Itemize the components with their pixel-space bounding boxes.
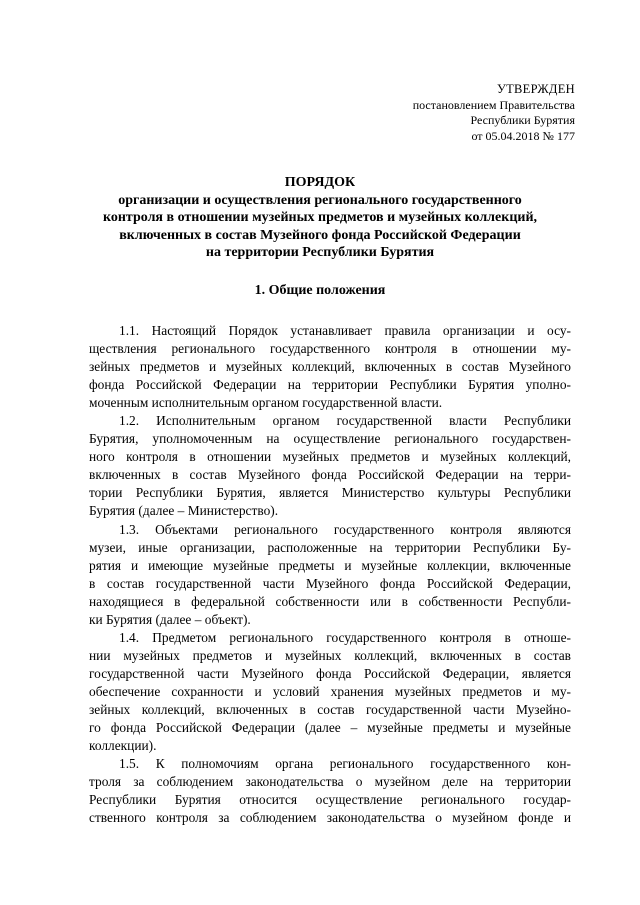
paragraph-line: Республики Бурятия относится осуществление регионального государ- — [89, 792, 571, 808]
paragraph-line: моченным исполнительным органом государственной власти. — [89, 395, 443, 411]
paragraph-line: 1.2. Исполнительным органом государственной власти Республики — [119, 413, 571, 429]
document-title-line: на территории Республики Бурятия — [205, 245, 435, 260]
paragraph-line: 1.4. Предметом регионального государственного контроля в отноше- — [119, 629, 571, 645]
paragraph-line: ственного контроля за соблюдением законодательства о музейном фонде и — [89, 810, 571, 826]
paragraph-line: коллекции). — [89, 738, 157, 754]
paragraph-line: тории Республики Бурятия, является Министерство культуры Республики — [89, 485, 571, 501]
paragraph-line: включенных в состав Музейного фонда Российской Федерации на терри- — [89, 467, 571, 483]
document-title-heading: ПОРЯДОК — [284, 175, 356, 190]
paragraph-line: находящиеся в федеральной собственности или в собственности Республи- — [89, 593, 571, 609]
section-heading: 1. Общие положения — [254, 283, 386, 298]
paragraph-1-3 — [89, 521, 571, 629]
document-title — [60, 174, 580, 262]
paragraph-1-1 — [89, 322, 571, 412]
paragraph-line: фонда Российской Федерации на территории Республики Бурятия уполно- — [89, 377, 571, 393]
approval-stamp — [413, 82, 575, 144]
paragraph-line: государственной части Музейного фонда Российской Федерации, является — [89, 665, 571, 681]
approval-line: постановлением Правительства — [412, 97, 575, 112]
paragraph-line: обеспечение сохранности и условий хранения музейных предметов и му- — [89, 683, 571, 699]
paragraph-line: рятия и имеющие музейные предметы и музейные коллекции, включенные — [89, 557, 571, 573]
paragraph-1-2 — [89, 412, 571, 520]
paragraph-line: 1.5. К полномочиям органа регионального государственного кон- — [119, 756, 571, 772]
approval-title: УТВЕРЖДЕН — [496, 82, 575, 96]
paragraph-line: ного контроля в отношении музейных предметов и музейных коллекций, — [89, 449, 571, 465]
document-title-line: включенных в состав Музейного фонда Российской Федерации — [119, 227, 521, 243]
paragraph-1-4 — [89, 629, 571, 755]
document-title-line: организации и осуществления регионального государственного — [118, 192, 522, 208]
paragraph-line: ществления регионального государственного контроля в отношении му- — [89, 341, 571, 357]
approval-line: Республики Бурятия — [470, 113, 575, 127]
paragraph-line: музеи, иные организации, расположенные на территории Республики Бу- — [89, 539, 571, 555]
paragraph-1-5 — [89, 755, 571, 827]
paragraph-line: Бурятия, уполномоченным на осуществление регионального государствен- — [89, 431, 571, 447]
paragraph-line: 1.1. Настоящий Порядок устанавливает правила организации и осу- — [119, 323, 571, 338]
approval-line: от 05.04.2018 № 177 — [471, 128, 575, 143]
paragraph-line: зейных коллекций, включенных в состав государственной части Музейно- — [89, 701, 571, 717]
document-body — [89, 322, 571, 827]
paragraph-line: 1.3. Объектами регионального государственного контроля являются — [119, 521, 571, 537]
paragraph-line: нии музейных предметов и музейных коллекций, включенных в состав — [89, 647, 571, 663]
paragraph-line: зейных предметов и музейных коллекций, включенных в состав Музейного — [89, 359, 571, 375]
paragraph-line: ки Бурятия (далее – объект). — [89, 611, 251, 627]
paragraph-line: Бурятия (далее – Министерство). — [89, 503, 279, 519]
paragraph-line: в состав государственной части Музейного фонда Российской Федерации, — [89, 575, 571, 591]
paragraph-line: го фонда Российской Федерации (далее – музейные предметы и музейные — [89, 720, 571, 736]
document-title-line: контроля в отношении музейных предметов и музейных коллекций, — [102, 210, 538, 225]
paragraph-line: троля за соблюдением законодательства о музейном деле на территории — [89, 774, 571, 790]
